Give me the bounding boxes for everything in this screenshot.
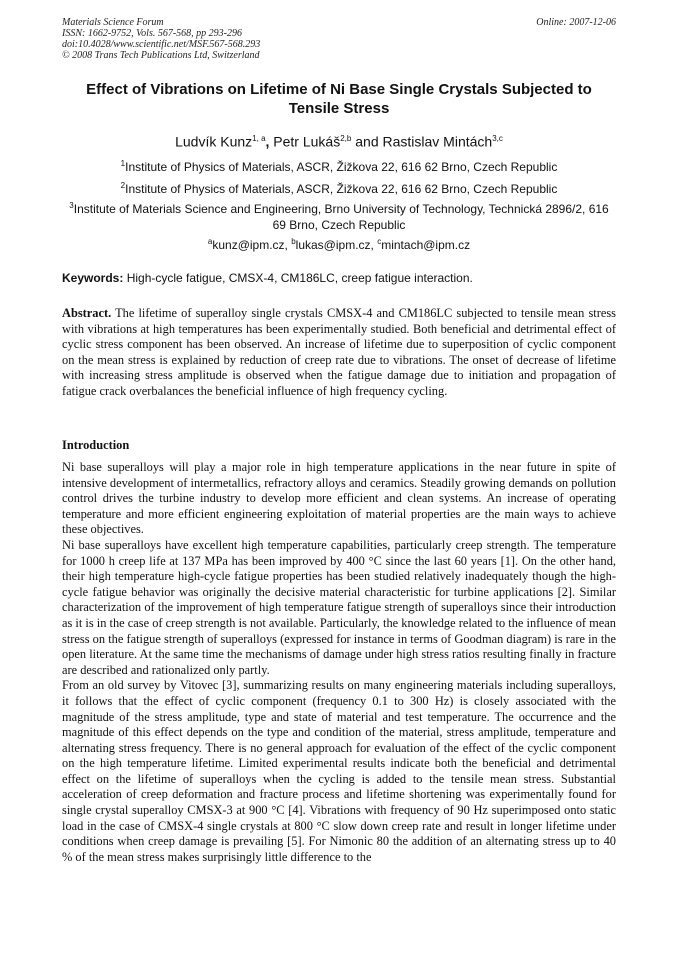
abstract-label: Abstract. (62, 306, 112, 320)
keywords-label: Keywords: (62, 271, 124, 285)
copyright-line: © 2008 Trans Tech Publications Ltd, Switzerland (62, 50, 260, 61)
affiliation-sup: 2 (120, 181, 126, 190)
email-link[interactable]: kunz@ipm.cz, (212, 238, 292, 252)
email-sup: b (291, 237, 296, 246)
paragraph: Ni base superalloys have excellent high temperature capabilities, particularly creep strength. The temperature for 1000 h creep life at 137 MPa has been improved by 400 °C since the last 60 years [1]. On the other hand, their high temperature high-cycle fatigue properties has been studied relatively inadequately though the high-cycle fatigue behavior was originally the decisive material characteristic for turbine applications [2]. Similar characterization of the improvement of high temperature fatigue strength of superalloys since their introduction as it is in the case of creep strength is not available. Particularly, the knowledge related to the influence of mean stress on the fatigue strength of superalloys (expressed for instance in terms of Goodman diagram) is rare in the open literature. At the same time the mechanisms of damage under high stress ratios resulting finally in fracture are described and rationalized only partly. (62, 537, 616, 677)
author-line (62, 130, 616, 151)
affiliation-text: Institute of Materials Science and Engineering, Brno University of Technology, Technická 2896/2, 616 69 Brno, Czech Republic (73, 202, 609, 232)
keywords-text: High-cycle fatigue, CMSX-4, CM186LC, creep fatigue interaction. (123, 271, 473, 285)
author-sup: 1, a (252, 134, 266, 143)
abstract (62, 306, 616, 400)
affiliation-sup: 1 (120, 159, 126, 168)
author-separator: , (265, 133, 274, 150)
introduction-body (62, 460, 616, 865)
email-line (62, 234, 616, 253)
email-sup: a (207, 237, 213, 246)
abstract-text: The lifetime of superalloy single crystals CMSX-4 and CM186LC subjected to tensile mean stress with vibrations at high temperatures has been experimentally studied. Both beneficial and detrimental effect of cyclic stress component has been observed. An increase of lifetime due to superposition of cyclic component on the mean stress is explained by reduction of creep rate due to vibrations. The onset of decrease of lifetime with increasing stress amplitude is observed when the fatigue damage due to initiation and propagation of fatigue crack overbalances the beneficial influence of high frequency cycling. (62, 306, 616, 398)
affiliation-3 (62, 198, 616, 233)
author-name: Rastislav Mintách (382, 133, 493, 150)
online-date: Online: 2007-12-06 (536, 17, 616, 28)
author-name: Ludvík Kunz (175, 133, 253, 150)
keywords (62, 270, 616, 286)
section-heading: Introduction (62, 438, 130, 452)
doi-line: doi:10.4028/www.scientific.net/MSF.567-568.293 (62, 39, 261, 50)
affiliation-sup: 3 (69, 201, 74, 210)
author-sup: 2,b (340, 134, 352, 143)
affiliation-text: Institute of Physics of Materials, ASCR, Žižkova 22, 616 62 Brno, Czech Republic (125, 182, 558, 196)
author-sup: 3,c (492, 134, 503, 143)
journal-header (62, 17, 616, 61)
journal-name: Materials Science Forum (62, 17, 164, 28)
author-name: Petr Lukáš (273, 133, 341, 150)
affiliation-text: Institute of Physics of Materials, ASCR, Žižkova 22, 616 62 Brno, Czech Republic (125, 160, 558, 174)
email-sup: c (377, 237, 382, 246)
author-separator: and (351, 133, 383, 150)
paragraph: From an old survey by Vitovec [3], summarizing results on many engineering materials including superalloys, it follows that the effect of cyclic component (frequency 0.1 to 300 Hz) is closely associated with the magnitude of the stress amplitude, type and state of material and test temperature. The occurrence and the magnitude of this effect depends on the type and condition of the material, stress amplitude, temperature and alternating stress frequency. There is no general approach for evaluation of the effect of the cyclic component on the high temperature lifetime. Limited experimental results indicate both the beneficial and detrimental effect on the lifetime of superalloys when the cycling is added to the tensile mean stress. Substantial acceleration of creep deformation and fracture process and lifetime shortening was experimentally found for single crystal superalloy CMSX-3 at 900 °C [4]. Vibrations with frequency of 90 Hz superimposed onto static load in the case of CMSX-4 single crystals at 800 °C slow down creep rate and result in longer lifetime under conditions when creep damage is prevailing [5]. For Nimonic 80 the addition of an alternating stress up to 40 % of the mean stress makes surprisingly little difference to the (62, 678, 616, 864)
affiliation-2 (62, 178, 616, 197)
affiliation-1 (62, 156, 616, 175)
email-link[interactable]: mintach@ipm.cz (381, 238, 471, 252)
paragraph: Ni base superalloys will play a major role in high temperature applications in the near future in spite of intensive development of intermetallics, refractory alloys and ceramics. Steadily growing demands on pollution control drives the turbine industry to develop more efficient and clean systems. An increase of operating temperature and more efficient engineering exploitation of material properties are the main ways to achieve these objectives. (62, 460, 616, 537)
email-link[interactable]: lukas@ipm.cz, (295, 238, 378, 252)
issn-line: ISSN: 1662-9752, Vols. 567-568, pp 293-296 (62, 28, 242, 39)
paper-title: Effect of Vibrations on Lifetime of Ni Base Single Crystals Subjected to Tensile Stress (86, 81, 592, 117)
